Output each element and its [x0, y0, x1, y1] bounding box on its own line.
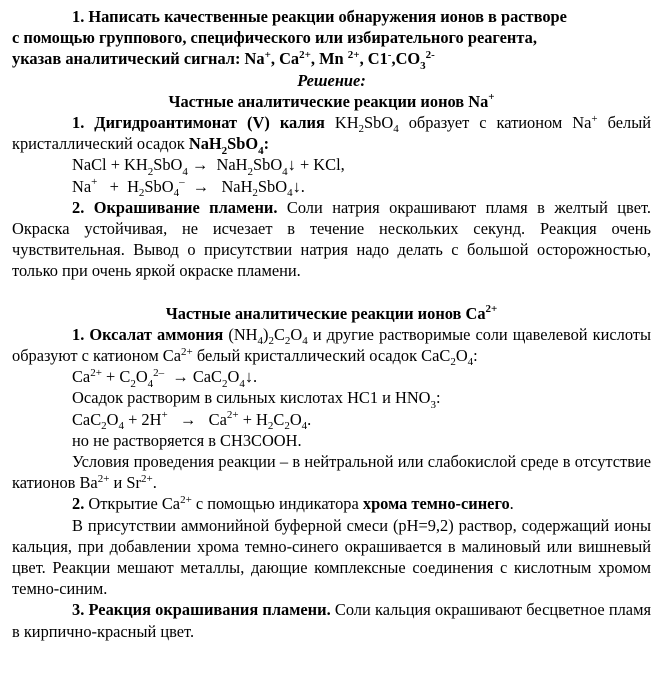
ca-r2-bold: хрома темно-синего	[362, 494, 510, 514]
task-statement: 1. Написать качественные реакции обнаружения ионов в растворе с помощью группового, специфического или избирательного реагента, указав аналитический сигнал: Na+, $Ca^{2+}$, Mn $^{2+}$, $C1^-,CO_3^{2-}$	[12, 7, 567, 72]
ca-dissolve-text: Осадок растворим в сильных кислотах HC1 и $HNO_3$:	[72, 388, 441, 411]
na-reaction-2	[12, 197, 651, 282]
na-heading: Частные аналитические реакции ионов Na+	[168, 91, 495, 111]
na-equation-1: NaCl + $KH_2SbO_4$ → NaH$_2$SbO$_4$↓ + KCl,	[72, 155, 345, 178]
solution-label: Решение:	[297, 70, 366, 90]
ca-reaction-1: 1. Оксалат аммония $(NH_4)_2C_2O_4$ и другие растворимые соли щавелевой кислоты образуют с катионом $Ca^{2+}$ белый кристаллический осадок $CaC_2O_4$:	[12, 324, 651, 369]
ca-reaction-3	[12, 599, 651, 641]
ca-equation-2: $CaC_2O_4 + 2H^+ \to Ca^{2+} + H_2C_2O_4$.	[72, 409, 312, 432]
na-r2-text: Соли натрия окрашивают пламя в желтый цвет. Окраска устойчивая, не исчезает в течение нескольких секунд. Реакция очень чувствительная. Вывод о присутствии натрия надо делать с большой осторожностью, только при очень яркой окраске пламени.	[12, 197, 651, 281]
ca-not-dissolve-text: но не растворяется в CH3COOH.	[72, 430, 302, 450]
na-r2-title: 2. Окрашивание пламени.	[72, 197, 278, 217]
ca-r2-body: В присутствии аммонийной буферной смеси (pH=9,2) раствор, содержащий ионы кальция, при добавлении хрома темно-синего окрашивается в малиновый или вишневый цвет. Реакции мешают металлы, дающие комплексные соединения с кислотным хромом темно-синим.	[12, 515, 651, 599]
ca-reaction-2-text	[12, 515, 651, 600]
ca-r3-text: Соли кальция окрашивают бесцветное пламя в кирпично-красный цвет.	[12, 600, 651, 641]
ca-conditions: Условия проведения реакции – в нейтральной или слабокислой среде в отсутствие катионов $Ba^{2+}$ и $Sr^{2+}$.	[12, 452, 651, 493]
ca-reaction-2-title: 2. Открытие $Ca^{2+}$ с помощью индикатора хрома темно-синего.	[72, 494, 514, 514]
na-equation-2: $Na^+ + H_2SbO_4^-$ → NaH$_2$SbO$_4$↓.	[72, 176, 305, 199]
ca-equation-1: $Ca^{2+} + C_2O_4^{2-}$ → $CaC_2O_4↓$.	[72, 366, 258, 390]
na-reaction-1: 1. Дигидроантимонат (V) калия $KH_2SbO_4$ образует с катионом Na+ белый кристаллический осадок NaH$_2$SbO$_4$:	[12, 112, 651, 157]
ca-r3-title: 3. Реакция окрашивания пламени.	[72, 600, 331, 620]
ca-heading: Частные аналитические реакции ионов $Ca^{2+}$	[165, 303, 498, 323]
